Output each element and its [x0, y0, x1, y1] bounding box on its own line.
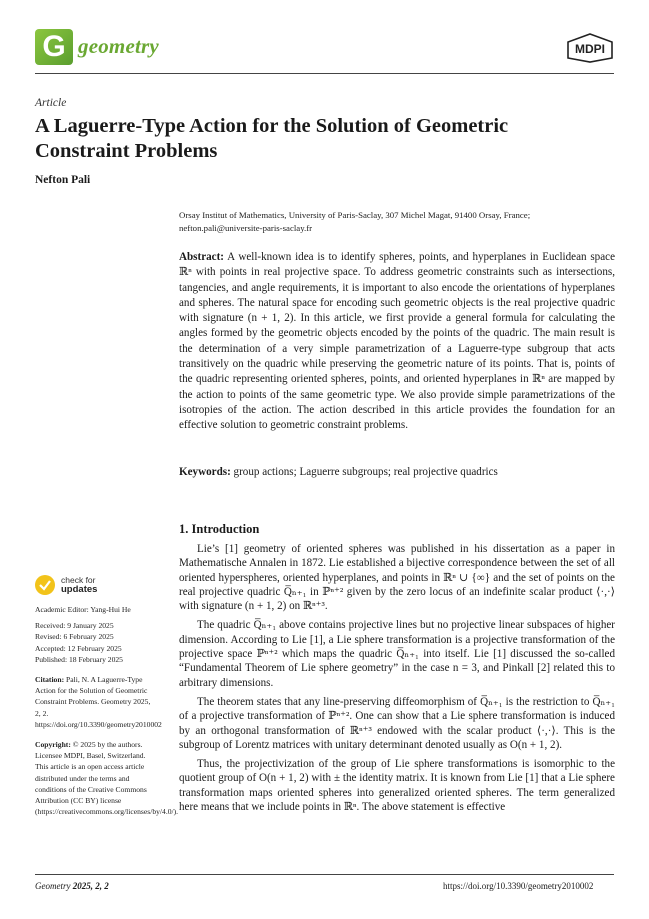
abstract-text: A well-known idea is to identify spheres, points, and hyperplanes in Euclidean space ℝⁿ with points in real projective space. To address geometric constraints such as intersections, tangencies, and angle requirements, it is important to also encode the orientations of hyperplanes and spheres. The natural space for encoding such geometric objects is the real projective quadric with signature (n + 1, 2). In this article, we first provide a general formula for calculating the angles formed by the geometric objects encoded by the points of the quadric. The main result is the determination of a very simple parametrization of a Laguerre-type subgroup that acts transitively on the quadric while preserving the geometric nature of its points. That is, points of the quadric representing oriented spheres, points, and oriented hyperplanes in ℝⁿ are mapped by the action to points of the same geometric type. We also provide simple parametrizations of the isotropies of the action. The action described in this article provides the foundation for an effective solution to geometric constraint problems. — [179, 251, 615, 432]
author-list: Nefton Pali — [35, 174, 91, 186]
sidebar-metadata — [35, 604, 179, 826]
header-rule — [35, 73, 614, 74]
academic-editor: Academic Editor: Yang-Hui He — [35, 605, 131, 614]
copyright-block — [35, 739, 179, 817]
date-received: Received: 9 January 2025 — [35, 621, 114, 631]
copyright-label: Copyright: — [35, 740, 71, 750]
keywords-label: Keywords: — [179, 466, 231, 478]
check-for-updates-button[interactable] — [35, 575, 97, 595]
paragraph: Thus, the projectivization of the group of Lie sphere transformations is isomorphic to the quotient group of O(n + 1, 2) with ± the identity matrix. It is known from Lie [1] that a Lie sphere transformation maps oriented spheres into generalized oriented spheres. The term generalized here means that we include points in ℝⁿ. The above statement is effective — [179, 758, 615, 814]
paragraph: The theorem states that any line-preserving diffeomorphism of Q̅ₙ₊₁ is the restriction to Q̅ₙ₊₁ of a projective transformation of ℙⁿ⁺². One can show that a Lie sphere transformation is induced by an orthogonal transformation of ℝⁿ⁺³ endowed with the scalar product ⟨·,·⟩. This is the subgroup of Lorentz matrices with unitary determinant denoted usually as O(n + 1, 2). — [179, 695, 615, 751]
check-updates-line2: updates — [61, 584, 98, 595]
journal-name: geometry — [78, 34, 159, 58]
date-accepted: Accepted: 12 February 2025 — [35, 643, 122, 653]
journal-logo: G — [35, 29, 73, 65]
mdpi-logo-icon — [566, 33, 614, 63]
paragraph: Lie’s [1] geometry of oriented spheres was published in his dissertation as a paper in Mathematische Annalen in 1872. Lie established a bijective correspondence between the set of all oriented hyperspheres, oriented hyperplanes, and points in ℝⁿ ∪ {∞} and the set of points on the real projective quadric Q̅ₙ₊₁ in ℙⁿ⁺² given by the zero locus of an indefinite scalar product ⟨·,·⟩ with signature (n + 1, 2) on ℝⁿ⁺³. — [179, 543, 615, 613]
abstract — [179, 250, 615, 434]
affiliation — [179, 209, 609, 234]
affiliation-email[interactable]: nefton.pali@universite-paris-saclay.fr — [179, 222, 313, 233]
check-updates-icon — [35, 575, 55, 595]
section-heading: 1. Introduction — [179, 522, 260, 536]
article-type: Article — [35, 97, 67, 109]
copyright-text: © 2025 by the authors. Licensee MDPI, Basel, Switzerland. This article is an open access article distributed under the terms and conditions of the Creative Commons Attribution (CC BY) license (https://creativecommons.org/licenses/by/4.0/). — [35, 740, 179, 817]
date-published: Published: 18 February 2025 — [35, 654, 123, 664]
citation-block — [35, 674, 162, 730]
footer-volume: 2025, 2, 2 — [72, 881, 109, 891]
section-body — [179, 542, 615, 819]
footer-rule — [35, 874, 614, 875]
footer-citation — [35, 881, 109, 891]
abstract-label: Abstract: — [179, 251, 224, 263]
affiliation-address: Orsay Institut of Mathematics, University of Paris-Saclay, 307 Michel Magat, 91400 Orsay, France; — [179, 210, 531, 220]
mdpi-logo-text: MDPI — [575, 42, 605, 56]
check-updates-line1: check for — [61, 575, 96, 585]
footer-doi-link[interactable]: https://doi.org/10.3390/geometry2010002 — [443, 881, 594, 891]
footer-journal: Geometry — [35, 881, 71, 891]
keywords — [179, 465, 615, 480]
article-title: A Laguerre-Type Action for the Solution of Geometric Constraint Problems — [35, 115, 509, 162]
keywords-text: group actions; Laguerre subgroups; real projective quadrics — [233, 466, 498, 478]
date-revised: Revised: 6 February 2025 — [35, 632, 114, 642]
citation-label: Citation: — [35, 675, 65, 685]
citation-text: Pali, N. A Laguerre-Type Action for the Solution of Geometric Constraint Problems. Geometry 2025, 2, 2. https://doi.org/10.3390/geometry2010002 — [35, 675, 162, 729]
paragraph: The quadric Q̅ₙ₊₁ above contains projective lines but no projective linear subspaces of higher dimension. According to Lie [1], a Lie sphere transformation is a projective transformation of the projective space ℙⁿ⁺² which maps the quadric Q̅ₙ₊₁ into itself. Lie [1] discussed the so-called “Fundamental Theorem of Lie sphere geometry” in the case n = 3, and Pinkall [2] related this to arbitrary dimensions. — [179, 619, 615, 689]
